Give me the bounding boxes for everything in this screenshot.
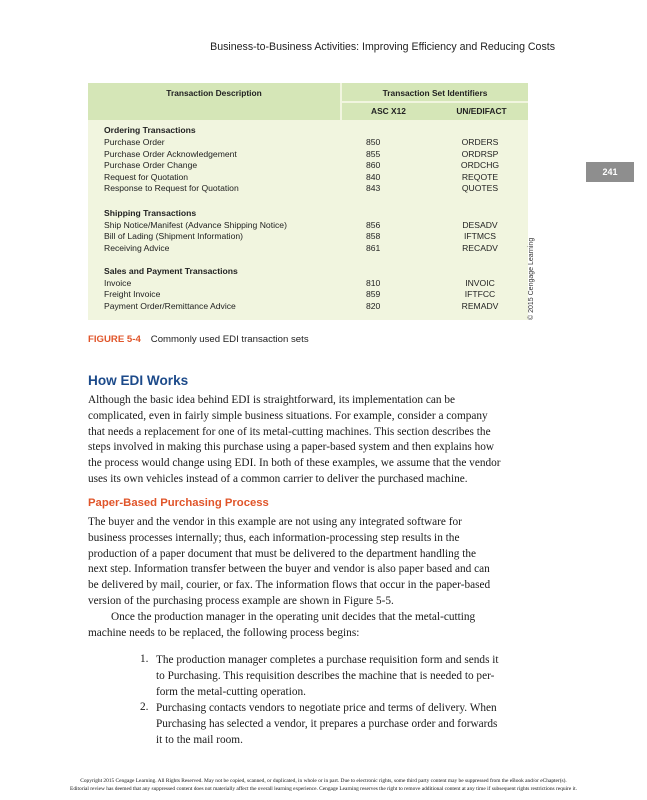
row-desc: Response to Request for Quotation	[104, 183, 239, 194]
row-desc: Purchase Order	[104, 137, 165, 147]
row-desc: Purchase Order Acknowledgement	[104, 148, 237, 159]
row-asc: 856	[366, 219, 381, 230]
row-edifact: ORDCHG	[460, 160, 500, 171]
col-edifact-header: UN/EDIFACT	[456, 106, 507, 116]
copyright-credit: © 2015 Cengage Learning	[528, 237, 535, 320]
row-asc: 810	[366, 277, 381, 288]
text-line: complicated, even in fairly simple business situations. For example, consider a company	[88, 409, 488, 422]
row-desc: Ship Notice/Manifest (Advance Shipping Notice)	[104, 219, 287, 230]
col-description-header: Transaction Description	[166, 88, 262, 98]
text-line: uses its own vehicles instead of a common carrier to deliver the purchased machine.	[88, 472, 468, 485]
text-line: be delivered by mail, courier, or fax. The information flows that occur in the paper-based	[88, 579, 491, 592]
row-desc: Receiving Advice	[104, 242, 170, 253]
text-line: steps involved in making this purchase using a paper-based system and then explains how	[88, 441, 495, 454]
row-edifact: REQOTE	[461, 171, 499, 182]
text-line: form the metal-cutting operation.	[156, 685, 306, 698]
row-edifact: ORDERS	[461, 137, 499, 147]
step-text	[156, 653, 499, 700]
text-line: the process would change using EDI. In both of these examples, we assume that the vendor	[88, 457, 501, 470]
row-asc: 855	[366, 148, 381, 159]
row-desc: Bill of Lading (Shipment Information)	[104, 231, 244, 242]
text-line: The production manager completes a purchase requisition form and sends it	[156, 654, 499, 666]
row-edifact: INVOIC	[465, 277, 495, 288]
subsection-paragraph-2	[88, 610, 475, 642]
row-edifact: REMADV	[461, 300, 499, 311]
row-asc: 861	[366, 242, 381, 253]
header-divider-horizontal	[342, 101, 528, 103]
step-number: 1.	[140, 653, 149, 665]
row-desc: Freight Invoice	[104, 289, 161, 300]
section-heading: How EDI Works	[88, 373, 189, 388]
text-line: that needs a replacement for one of its metal-cutting machines. This section describes the	[88, 425, 491, 438]
text-line: to Purchasing. This requisition describes the machine that is needed to per-	[156, 669, 495, 682]
subsection-paragraph	[88, 515, 490, 610]
subsection-heading: Paper-Based Purchasing Process	[88, 497, 269, 509]
text-line: next step. Information transfer between the buyer and vendor is also paper based and can	[88, 563, 490, 576]
step-text	[156, 701, 497, 748]
page-number: 241	[586, 162, 634, 182]
text-line: Purchasing contacts vendors to negotiate price and terms of delivery. When	[156, 702, 497, 714]
row-edifact: QUOTES	[461, 183, 499, 194]
figure-caption-text: Commonly used EDI transaction sets	[150, 334, 309, 345]
row-desc: Invoice	[104, 277, 132, 288]
row-edifact: IFTFCC	[464, 289, 496, 300]
row-asc: 820	[366, 300, 381, 311]
running-head: Business-to-Business Activities: Improving Efficiency and Reducing Costs	[210, 41, 555, 53]
col-identifiers-header: Transaction Set Identifiers	[382, 88, 488, 98]
text-line: Once the production manager in the operating unit decides that the metal-cutting	[111, 611, 476, 623]
col-asc-header: ASC X12	[371, 106, 406, 116]
text-line: business processes internally; thus, each information-processing step results in the	[88, 531, 460, 544]
text-line: Purchasing has selected a vendor, it prepares a purchase order and forwards	[156, 717, 498, 730]
section-paragraph	[88, 393, 501, 488]
row-asc: 840	[366, 171, 381, 182]
text-line: it to the mail room.	[156, 733, 243, 746]
row-asc: 858	[366, 231, 381, 242]
row-desc: Payment Order/Remittance Advice	[104, 300, 236, 311]
group-title: Ordering Transactions	[104, 125, 196, 135]
text-line: production of a paper document that must be delivered to the department handling the	[88, 547, 477, 560]
figure-caption	[88, 334, 309, 345]
text-line: The buyer and the vendor in this example are not using any integrated software for	[88, 516, 462, 528]
row-edifact: IFTMCS	[464, 231, 496, 242]
row-edifact: RECADV	[462, 242, 498, 253]
text-line: Although the basic idea behind EDI is straightforward, its implementation can be	[88, 394, 456, 406]
row-edifact: ORDRSP	[461, 148, 499, 159]
copyright-footer-line: Editorial review has deemed that any suppressed content does not materially affect the overall learning experience. Cengage Learning reserves the right to remove additional content at any time if subsequent rights restrictions require it.	[70, 786, 577, 792]
row-asc: 860	[366, 160, 381, 171]
row-asc: 850	[366, 137, 381, 147]
row-edifact: DESADV	[462, 219, 498, 230]
row-asc: 859	[366, 289, 381, 300]
row-asc: 843	[366, 183, 381, 194]
text-line: machine needs to be replaced, the following process begins:	[88, 626, 360, 639]
group-title: Shipping Transactions	[104, 208, 197, 218]
row-desc: Purchase Order Change	[104, 160, 198, 171]
step-number: 2.	[140, 701, 149, 713]
figure-label: FIGURE 5-4	[88, 334, 141, 345]
group-title: Sales and Payment Transactions	[104, 266, 238, 276]
text-line: version of the purchasing process example are shown in Figure 5-5.	[88, 594, 394, 607]
row-desc: Request for Quotation	[104, 171, 189, 182]
copyright-footer-line: Copyright 2015 Cengage Learning. All Rights Reserved. May not be copied, scanned, or duplicated, in whole or in part. Due to electronic rights, some third party content may be suppressed from the eBook and/or eChapter(s).	[80, 778, 567, 784]
